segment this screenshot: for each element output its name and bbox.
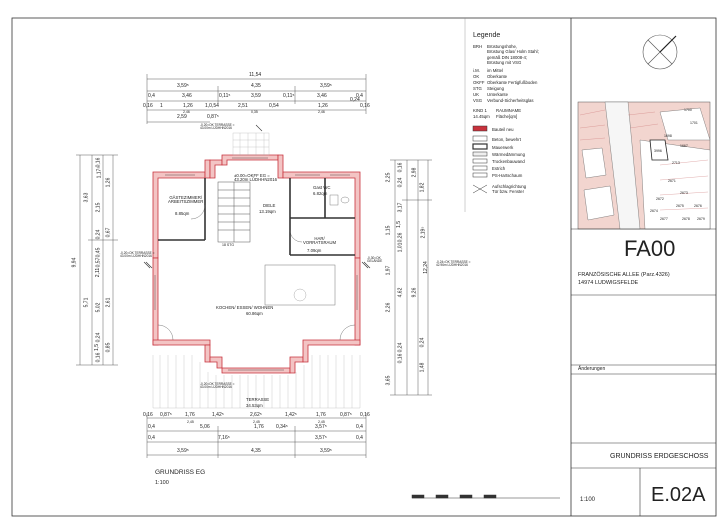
dims-right xyxy=(390,160,432,395)
room-area: 60.86qm xyxy=(246,311,263,316)
dim-label: 11,54 xyxy=(249,72,262,78)
dim-label: 2,45 xyxy=(253,420,260,424)
dim-label: 2,15 xyxy=(95,202,102,213)
dim-label: 1,26 xyxy=(105,177,112,188)
dim-label: 1,82 xyxy=(419,182,426,193)
dim-label: 1,42⁵ xyxy=(285,412,297,418)
legend-symbol-label: Beton, bewehrt xyxy=(492,137,521,142)
legend-abbr-value: Verbund-Sicherheitsglas xyxy=(487,98,534,103)
dim-label: 3,59 xyxy=(251,93,261,99)
dim-label: 7,16⁵ xyxy=(218,435,230,441)
dim-label: 0,4 xyxy=(148,93,155,99)
dim-label: 2,61 xyxy=(105,297,112,308)
legend-abbr-key: STG xyxy=(473,86,482,91)
dim-label: 3,46 xyxy=(317,93,327,99)
dim-label: 0,11⁵ xyxy=(283,93,295,99)
legend-abbr-value: Oberkante Fertigfußboden xyxy=(487,80,538,85)
dim-label: 1,0,54 xyxy=(205,103,219,109)
dim-label: 0,35 xyxy=(251,110,258,114)
dim-label: 0,16 xyxy=(143,103,153,109)
room-label: GÄSTEZIMMER/ ARBEITSZIMMER xyxy=(168,195,204,205)
parcel-number: 2677 xyxy=(660,217,668,221)
dim-label: 1,26 xyxy=(183,103,193,109)
room-label: KOCHEN/ ESSEN/ WOHNEN xyxy=(216,305,274,310)
dim-label: 0,16 xyxy=(360,103,370,109)
dim-label: 1,5 xyxy=(395,221,402,228)
dim-label: 3,57⁵ xyxy=(315,424,327,430)
dim-label: 1 xyxy=(160,103,163,109)
dim-label: 1,5 xyxy=(93,344,100,351)
room-area: 7.09qm xyxy=(307,248,322,253)
dim-label: 3,17 xyxy=(397,202,404,213)
dim-label: 1,76 xyxy=(316,412,326,418)
legend-room-label-name: RAUMNAME xyxy=(496,108,522,113)
parcel-number: 3996 xyxy=(654,149,662,153)
legend-abbr-key: VSG xyxy=(473,98,483,103)
plan-scale: 1:100 xyxy=(155,480,169,486)
dim-label: 1,42⁵ xyxy=(212,412,224,418)
dim-label: 0,11⁵ xyxy=(219,93,231,99)
dim-label: 12,24 xyxy=(422,261,429,274)
plan-title: GRUNDRISS EG xyxy=(155,469,206,476)
dim-label: 0,24 xyxy=(419,337,426,348)
parcel-number: 1667 xyxy=(680,144,688,148)
legend-abbr-key: BRH xyxy=(473,44,483,49)
dim-label: 9,26 xyxy=(411,287,418,298)
room-area: 34.53qm xyxy=(246,403,263,408)
dim-label: 2,45 xyxy=(318,420,325,424)
room-label: Gast WC xyxy=(313,185,331,190)
legend-symbol-label: PS-Hartschaum xyxy=(492,173,523,178)
parcel-number: 2671 xyxy=(668,179,676,183)
dim-label: 0,45 xyxy=(95,247,102,258)
legend-abbr-value: Unterkante xyxy=(487,92,509,97)
parcel-number: 2672 xyxy=(656,197,664,201)
dim-label: 0,57 xyxy=(95,257,102,268)
scale-bar xyxy=(412,495,560,498)
dim-label: 0,16 xyxy=(143,412,153,418)
legend-title: Legende xyxy=(473,32,501,39)
parcel-number: 2713 xyxy=(672,161,680,165)
parcel-number: 1698 xyxy=(664,134,672,138)
legend-abbr-value: Brüstungshöhe, Brüstung Glas/ Holm Stahl; gemäß DIN 18008-4; Brüstung mit VSG xyxy=(487,44,539,66)
level-terrace-bottom: -0.20=OK TERRASSE = 43.00m LÜDHHN2016 xyxy=(200,382,235,390)
dim-label: 0,24 xyxy=(350,97,360,103)
room-label: HAR/ VORRATSRAUM xyxy=(303,236,337,246)
room-area: 6.82qm xyxy=(313,191,328,196)
legend-room-name: KIND 1 xyxy=(473,108,487,113)
dim-label: 1,76 xyxy=(185,412,195,418)
level-terrace-far: -0.24=OK TERRASSE = 42.96m LÜDHHN2016 xyxy=(436,260,471,268)
dim-label: 0,16 xyxy=(360,412,370,418)
dim-label: 0,4 xyxy=(148,424,155,430)
dim-label: 0,67 xyxy=(105,227,112,238)
room-area: 8.85qm xyxy=(175,211,190,216)
legend-symbol-label: Trockenbauwand xyxy=(492,159,525,164)
sheet-number: E.02A xyxy=(651,484,706,506)
level-ground-right: -0.30=OK GELÄNDE xyxy=(367,256,383,264)
dim-label: 4,35 xyxy=(251,83,261,89)
dim-label: 2,51 xyxy=(238,103,248,109)
dim-label: 0,16 xyxy=(95,157,102,168)
parcel-number: 2673 xyxy=(680,191,688,195)
legend-abbr-key: OKFF xyxy=(473,80,485,85)
dim-label: 3,59⁵ xyxy=(177,83,189,89)
parcel-number: 1701 xyxy=(690,121,698,125)
parcel-number: 2676 xyxy=(694,204,702,208)
dim-label: 2,46 xyxy=(183,110,190,114)
drawing-title: GRUNDRISS ERDGESCHOSS xyxy=(610,453,709,460)
room-area: 13.19qm xyxy=(259,209,276,214)
legend-symbol-label: Aufschlagrichtung Tür bzw. Fenster xyxy=(492,184,527,195)
dim-label: 0,4 xyxy=(356,93,363,99)
dim-label: 0,87⁵ xyxy=(160,412,172,418)
dim-label: 2,25 xyxy=(385,172,392,183)
parcel-number: 2675 xyxy=(676,204,684,208)
dim-label: 0,16 xyxy=(95,352,102,363)
legend-symbol-label: Mauerwerk xyxy=(492,145,514,150)
legend-abbr-value: Steigung xyxy=(487,86,504,91)
north-arrow xyxy=(643,35,677,69)
dim-label: 3,65 xyxy=(385,375,392,386)
dim-label: 2,19⁵ xyxy=(420,226,427,239)
dim-label: 2,46 xyxy=(318,110,325,114)
dim-label: 0,87⁵ xyxy=(207,114,219,120)
legend-symbol-label: Estrich xyxy=(492,166,506,171)
parcel-number: 1700 xyxy=(684,108,692,112)
dim-label: 2,98 xyxy=(411,167,418,178)
parcel-number: 2674 xyxy=(650,209,658,213)
dim-label: 5,06 xyxy=(200,424,210,430)
dim-label: 3,57⁵ xyxy=(315,435,327,441)
level-okff: ±0.00=OKFF EG = 43.20m LÜDHHN2016 xyxy=(234,173,277,183)
dim-label: 0,4 xyxy=(356,424,363,430)
dim-label: 0,87⁵ xyxy=(340,412,352,418)
dim-label: 3,59⁵ xyxy=(320,448,332,454)
dim-label: 3,59⁵ xyxy=(177,448,189,454)
dim-label: 2,59 xyxy=(177,114,187,120)
legend-room-label-area: Fläche[qm] xyxy=(496,114,518,119)
legend-symbols xyxy=(473,126,487,193)
room-label: DIELE xyxy=(263,203,276,208)
dim-label: 0,24 xyxy=(95,332,102,343)
dim-label: 2,62⁵ xyxy=(250,412,262,418)
room-label: TERRASSE xyxy=(246,397,270,402)
level-terrace-top: -0.20=OK TERRASSE = 43.00m LÜDHHN2016 xyxy=(200,123,235,131)
dim-label: 0,85 xyxy=(105,342,112,353)
legend-abbr-key: UK xyxy=(473,92,479,97)
dim-label: 4,62 xyxy=(397,287,404,298)
dim-label: 0,16 xyxy=(397,162,404,173)
sheet-scale: 1:100 xyxy=(580,497,596,503)
dim-label: 3,59⁵ xyxy=(320,83,332,89)
dim-label: 0,24 xyxy=(397,342,404,353)
floor-plan xyxy=(144,125,370,408)
dim-label: 3,63 xyxy=(83,192,90,203)
dim-label: 4,35 xyxy=(251,448,261,454)
dim-label: 1,48 xyxy=(419,362,426,373)
dim-label: 0,4 xyxy=(356,435,363,441)
dim-label: 1,76 xyxy=(254,424,264,430)
dim-label: 3,46 xyxy=(182,93,192,99)
dim-label: 5,02 xyxy=(95,302,102,313)
dim-label: 0,24 xyxy=(397,177,404,188)
dim-label: 0,54 xyxy=(269,103,279,109)
legend-room-area: 14.45qm xyxy=(473,114,490,119)
dim-label: 0,26 xyxy=(397,232,404,243)
parcel-number: 2678 xyxy=(682,217,690,221)
dim-label: 1,15 xyxy=(385,225,392,236)
dim-label: 0,16 xyxy=(397,353,404,364)
legend-abbr-value: im Mittel xyxy=(487,68,503,73)
parcel-number: 2679 xyxy=(697,217,705,221)
changes-label: Änderungen xyxy=(578,366,606,372)
dim-label: 1,17⁵ xyxy=(96,166,103,179)
project-address-line1: FRANZÖSISCHE ALLEE (Parz.4326) xyxy=(578,272,670,278)
dim-label: 1,97 xyxy=(385,265,392,276)
stair-label: 18 STG xyxy=(222,243,235,247)
legend-symbol-label: Wärmedämmung xyxy=(492,152,525,157)
project-code: FA00 xyxy=(624,236,676,261)
dim-label: 1,01 xyxy=(397,242,404,253)
dim-label: 0,24 xyxy=(95,229,102,240)
dim-label: 0,4 xyxy=(148,435,155,441)
dim-label: 2,11 xyxy=(95,267,102,278)
dim-label: 9,94 xyxy=(71,257,78,268)
dim-label: 2,26 xyxy=(385,302,392,313)
dim-label: 2,45 xyxy=(187,420,194,424)
legend-abbr-value: Oberkante xyxy=(487,74,508,79)
dim-label: 1,26 xyxy=(318,103,328,109)
dim-label: 5,71 xyxy=(83,297,90,308)
level-terrace-left: -0.20=OK TERRASSE = 43.00m LÜDHHN2016 xyxy=(120,251,155,259)
dim-label: 0,34⁵ xyxy=(276,424,288,430)
project-address-line2: 14974 LUDWIGSFELDE xyxy=(578,280,639,286)
legend-abbr-key: i.M. xyxy=(473,68,480,73)
legend-abbr-key: OK xyxy=(473,74,480,79)
legend-symbol-label: Bauteil neu xyxy=(492,127,514,132)
